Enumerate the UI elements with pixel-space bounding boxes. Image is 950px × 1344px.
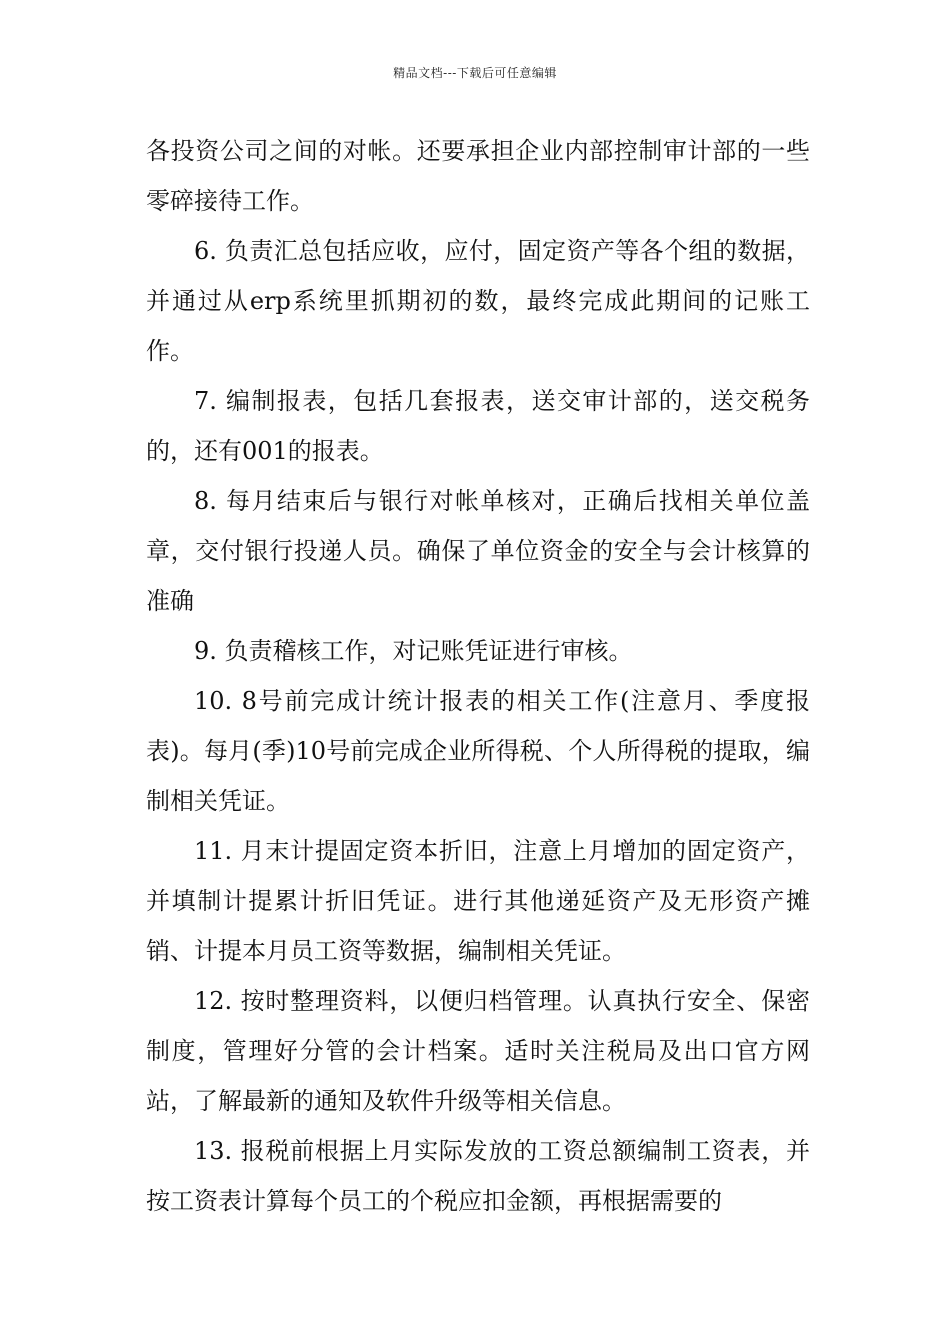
paragraph-9: 13. 报税前根据上月实际发放的工资总额编制工资表，并按工资表计算每个员工的个税应扣金额，再根据需要的 — [146, 1137, 810, 1215]
paragraph-6: 10. 8号前完成计统计报表的相关工作(注意月、季度报表)。每月(季)10号前完成企业所得税、个人所得税的提取，编制相关凭证。 — [146, 687, 810, 815]
paragraph-4: 8. 每月结束后与银行对帐单核对，正确后找相关单位盖章，交付银行投递人员。确保了单位资金的安全与会计核算的准确 — [146, 487, 810, 615]
paragraph-7: 11. 月末计提固定资本折旧，注意上月增加的固定资产，并填制计提累计折旧凭证。进行其他递延资产及无形资产摊销、计提本月员工资等数据，编制相关凭证。 — [146, 837, 810, 965]
paragraph-3: 7. 编制报表，包括几套报表，送交审计部的，送交税务的，还有001的报表。 — [146, 387, 810, 465]
paragraph-2: 6. 负责汇总包括应收，应付，固定资产等各个组的数据，并通过从erp系统里抓期初的数，最终完成此期间的记账工作。 — [146, 237, 810, 365]
paragraph-5: 9. 负责稽核工作，对记账凭证进行审核。 — [194, 637, 633, 665]
page-header: 精品文档---下载后可任意编辑 — [393, 66, 557, 80]
document-body — [146, 126, 810, 1226]
paragraph-8: 12. 按时整理资料，以便归档管理。认真执行安全、保密制度，管理好分管的会计档案。适时关注税局及出口官方网站，了解最新的通知及软件升级等相关信息。 — [146, 987, 810, 1115]
paragraph-1: 各投资公司之间的对帐。还要承担企业内部控制审计部的一些零碎接待工作。 — [146, 137, 810, 215]
